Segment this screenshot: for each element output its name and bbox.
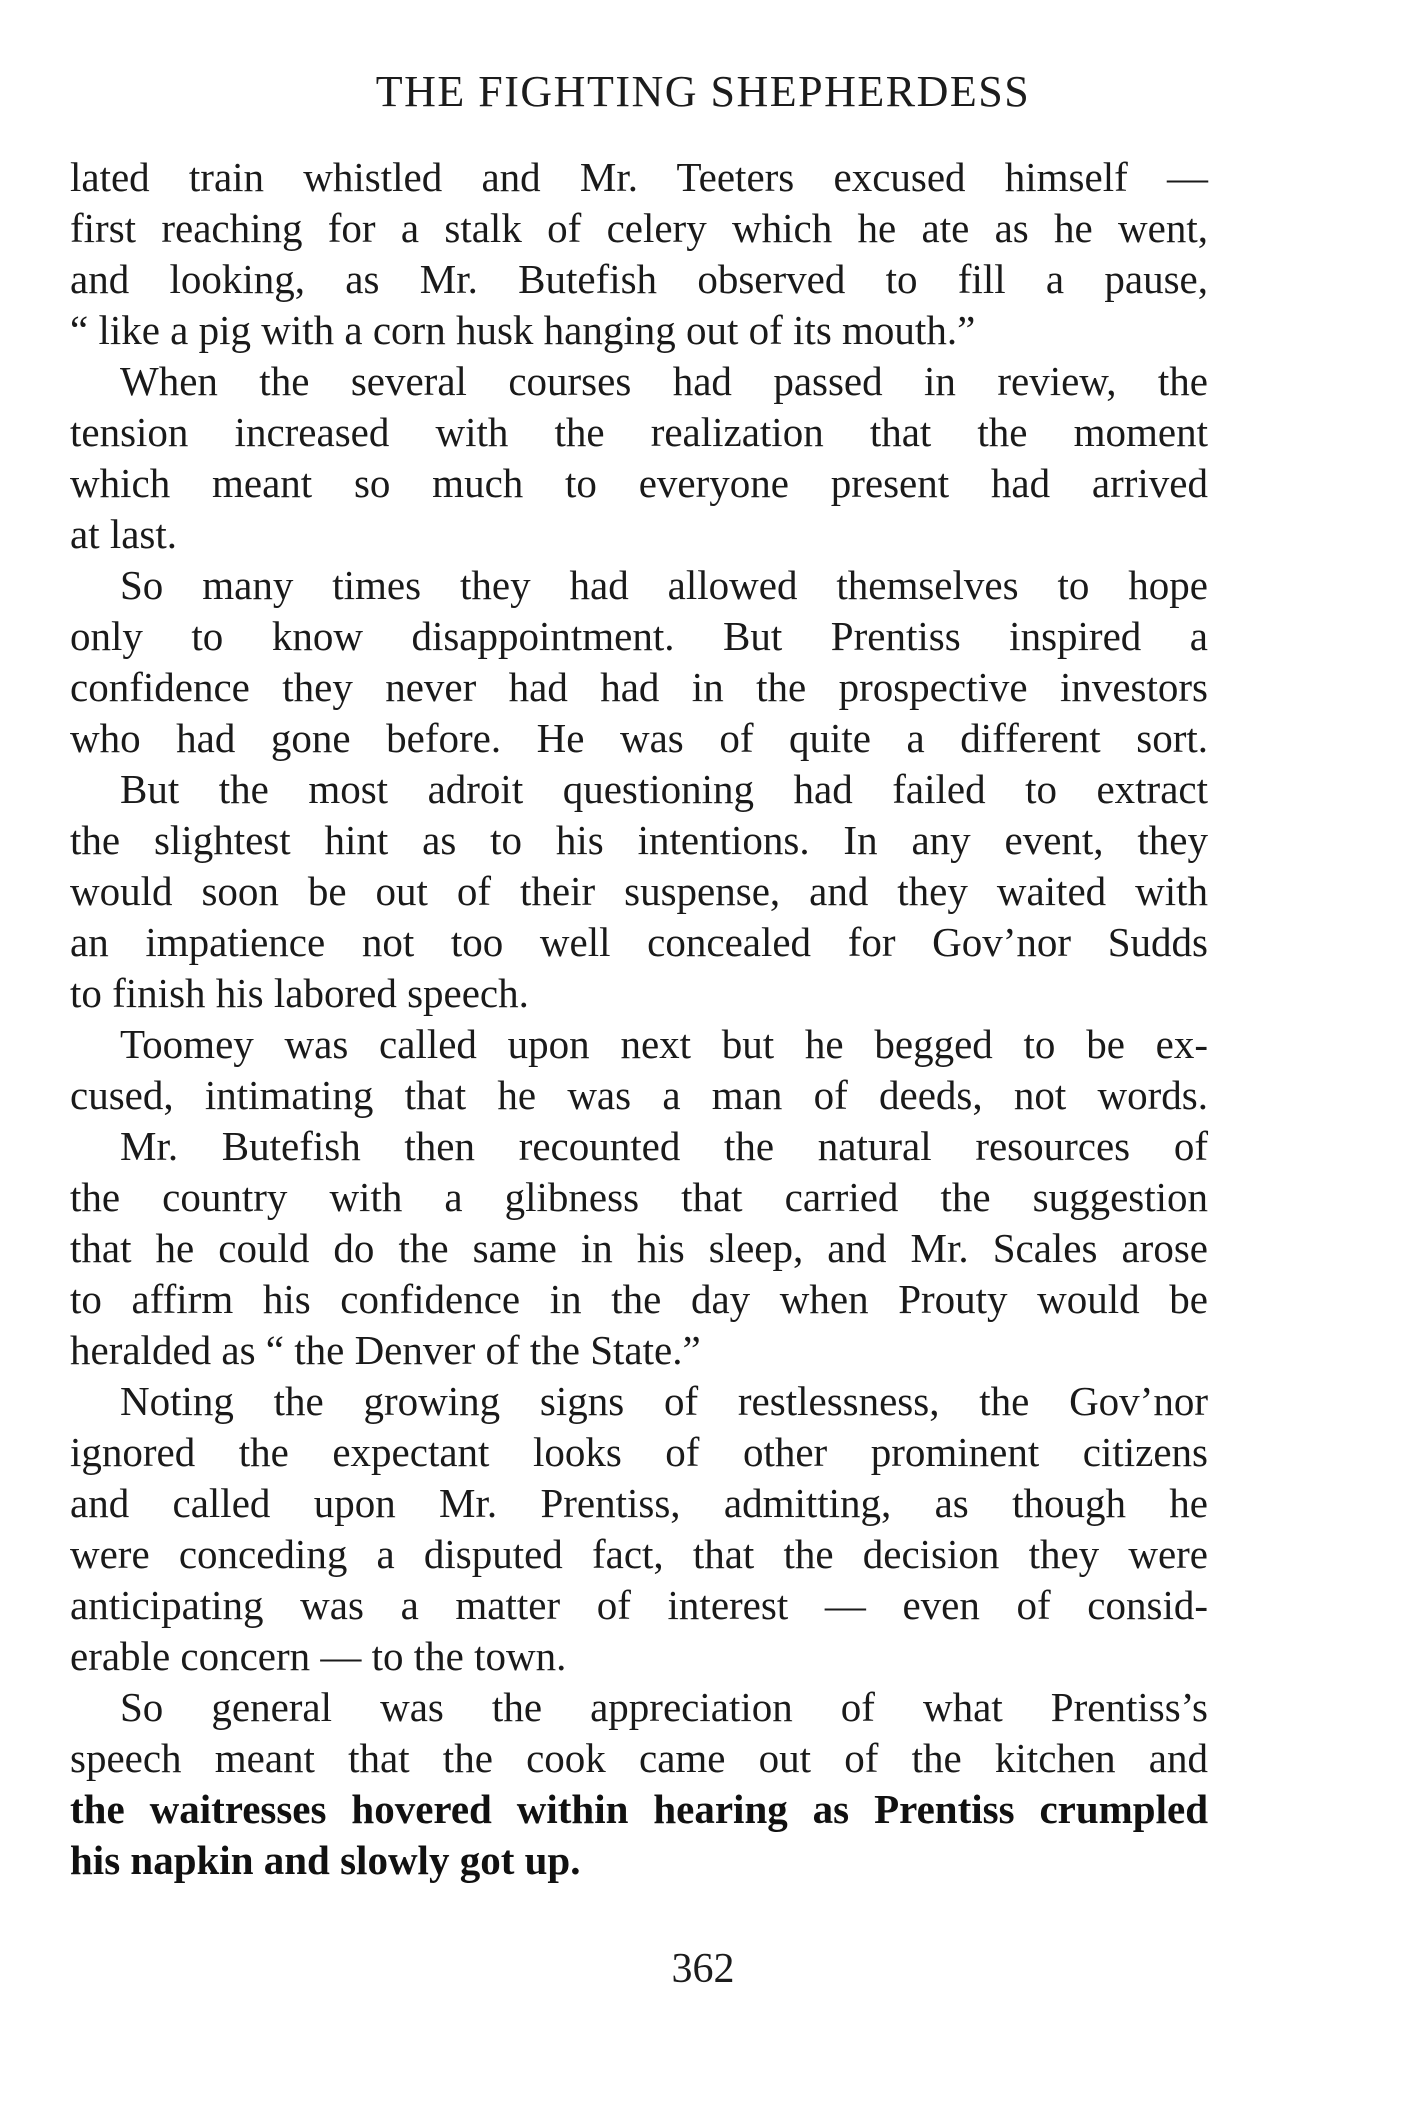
text-line: an impatience not too well concealed for Gov’nor Sudds [70, 919, 1208, 965]
text-line: anticipating was a matter of interest — even of consid- [70, 1582, 1208, 1628]
text-line: first reaching for a stalk of celery which he ate as he went, [70, 205, 1208, 251]
text-line: When the several courses had passed in review, the [120, 358, 1208, 404]
text-line: Mr. Butefish then recounted the natural resources of [120, 1123, 1208, 1169]
text-line: ignored the expectant looks of other prominent citizens [70, 1429, 1208, 1475]
text-line: erable concern — to the town. [70, 1633, 567, 1679]
text-line: would soon be out of their suspense, and they waited with [70, 868, 1208, 914]
text-line: the country with a glibness that carried the suggestion [70, 1174, 1208, 1220]
text-line: his napkin and slowly got up. [70, 1837, 581, 1883]
text-line: cused, intimating that he was a man of deeds, not words. [70, 1072, 1208, 1118]
text-line: who had gone before. He was of quite a different sort. [70, 715, 1208, 761]
text-line: the waitresses hovered within hearing as Prentiss crumpled [70, 1786, 1208, 1832]
text-line: confidence they never had had in the prospective investors [70, 664, 1208, 710]
text-line: speech meant that the cook came out of the kitchen and [70, 1735, 1208, 1781]
text-line: and called upon Mr. Prentiss, admitting, as though he [70, 1480, 1208, 1526]
text-line: that he could do the same in his sleep, and Mr. Scales arose [70, 1225, 1208, 1271]
text-line: were conceding a disputed fact, that the decision they were [70, 1531, 1208, 1577]
text-line: Noting the growing signs of restlessness, the Gov’nor [120, 1378, 1208, 1424]
text-line: heralded as “ the Denver of the State.” [70, 1327, 701, 1373]
text-line: “ like a pig with a corn husk hanging out of its mouth.” [70, 307, 976, 353]
text-line: and looking, as Mr. Butefish observed to fill a pause, [70, 256, 1208, 302]
text-line: tension increased with the realization that the moment [70, 409, 1208, 455]
text-line: which meant so much to everyone present had arrived [70, 460, 1208, 506]
text-line: So general was the appreciation of what Prentiss’s [120, 1684, 1208, 1730]
text-line: Toomey was called upon next but he begged to be ex- [120, 1021, 1208, 1067]
text-line: So many times they had allowed themselves to hope [120, 562, 1208, 608]
text-line: only to know disappointment. But Prentiss inspired a [70, 613, 1208, 659]
text-line: to affirm his confidence in the day when Prouty would be [70, 1276, 1208, 1322]
running-head: THE FIGHTING SHEPHERDESS [375, 67, 1031, 116]
text-line: lated train whistled and Mr. Teeters excused himself — [70, 154, 1208, 200]
text-line: at last. [70, 511, 178, 557]
page-number: 362 [671, 1946, 735, 1992]
text-line: to finish his labored speech. [70, 970, 529, 1016]
text-line: the slightest hint as to his intentions. In any event, they [70, 817, 1208, 863]
body-text [70, 152, 1208, 1886]
text-line: But the most adroit questioning had failed to extract [120, 766, 1208, 812]
